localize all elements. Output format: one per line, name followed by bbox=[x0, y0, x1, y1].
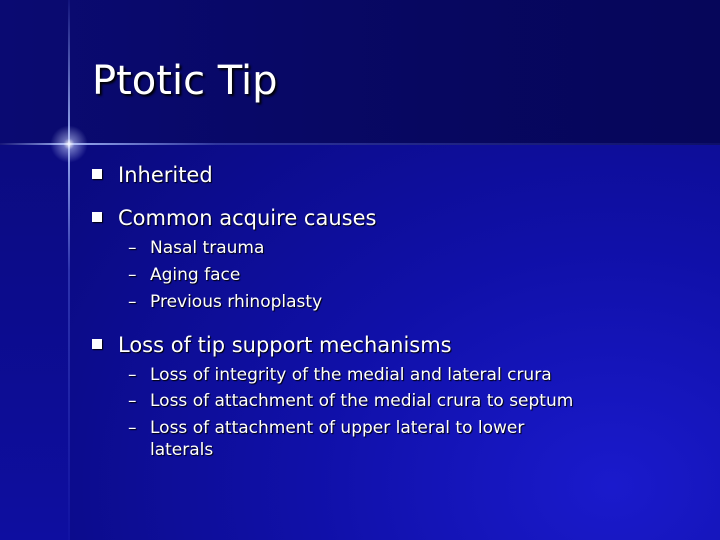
bullet-label: Loss of tip support mechanisms bbox=[118, 333, 452, 357]
sub-bullet-item bbox=[128, 291, 322, 313]
slide-title: Ptotic Tip bbox=[92, 58, 278, 104]
bullet-label: Inherited bbox=[118, 163, 213, 187]
sub-bullet-label: Nasal trauma bbox=[150, 238, 265, 258]
sub-bullet-label: Previous rhinoplasty bbox=[150, 292, 323, 312]
sub-bullet-continuation bbox=[128, 439, 213, 461]
sub-bullet-item bbox=[128, 390, 573, 412]
sub-bullet-label: Loss of integrity of the medial and lateral crura bbox=[150, 365, 552, 385]
sub-bullet-label: Loss of attachment of upper lateral to lower bbox=[150, 418, 525, 438]
sub-bullet-item bbox=[128, 264, 240, 286]
square-bullet-icon bbox=[92, 212, 102, 222]
sub-bullet-label: laterals bbox=[150, 440, 214, 460]
sub-bullet-label: Loss of attachment of the medial crura to septum bbox=[150, 391, 574, 411]
square-bullet-icon bbox=[92, 339, 102, 349]
bullet-item bbox=[92, 163, 213, 187]
sub-bullet-item bbox=[128, 364, 552, 386]
dash-bullet: – bbox=[128, 418, 137, 438]
dash-bullet: – bbox=[128, 238, 137, 258]
sub-bullet-label: Aging face bbox=[150, 265, 241, 285]
dash-bullet: – bbox=[128, 292, 137, 312]
sub-bullet-item bbox=[128, 417, 524, 439]
bullet-item bbox=[92, 206, 376, 230]
dash-bullet: – bbox=[128, 265, 137, 285]
sub-bullet-item bbox=[128, 237, 264, 259]
dash-bullet: – bbox=[128, 391, 137, 411]
square-bullet-icon bbox=[92, 169, 102, 179]
bullet-label: Common acquire causes bbox=[118, 206, 377, 230]
bullet-item bbox=[92, 333, 452, 357]
dash-bullet: – bbox=[128, 365, 137, 385]
